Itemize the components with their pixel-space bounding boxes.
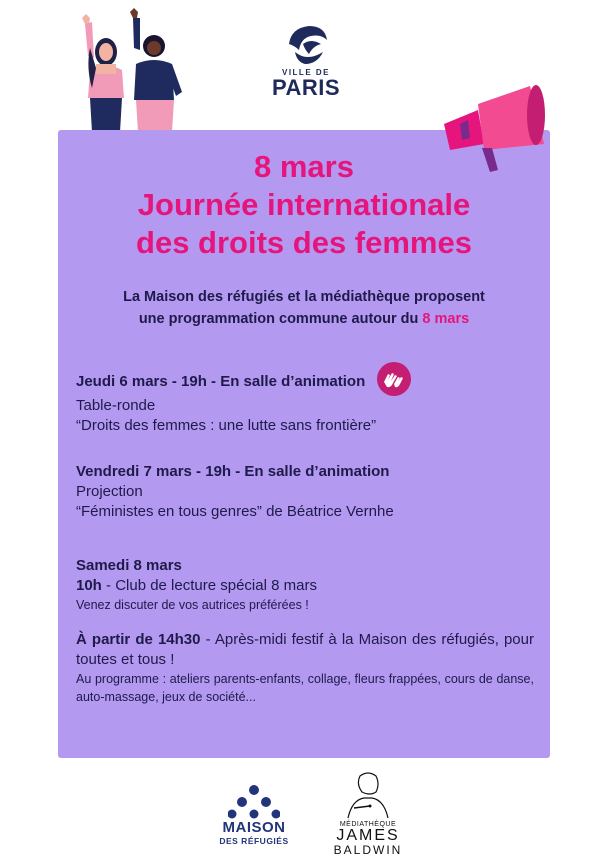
intro-line-2 bbox=[58, 308, 550, 330]
event-type: Projection bbox=[76, 483, 143, 500]
event-heading: Vendredi 7 mars - 19h - En salle d’animation bbox=[76, 463, 390, 480]
event-thursday bbox=[76, 368, 534, 436]
maison-name: MAISON bbox=[222, 819, 286, 836]
paris-logo bbox=[258, 22, 354, 112]
intro-line-2-prefix: une programmation commune autour du bbox=[138, 311, 423, 327]
mediatheque-label: MÉDIATHÈQUE bbox=[339, 821, 397, 828]
event-friday bbox=[76, 462, 534, 522]
saturday-afternoon bbox=[76, 630, 534, 670]
saturday-heading: Samedi 8 mars bbox=[76, 557, 182, 574]
headline-line-2: des droits des femmes bbox=[136, 225, 472, 260]
intro-highlight: 8 mars bbox=[422, 311, 470, 327]
headline-line-1: Journée internationale bbox=[137, 187, 471, 222]
event-heading-text: Jeudi 6 mars - 19h - En salle d’animation bbox=[76, 372, 366, 390]
saturday-morning-time: 10h bbox=[76, 577, 102, 594]
megaphone-icon bbox=[438, 84, 550, 178]
saturday-morning bbox=[76, 576, 534, 596]
maison-des-refugies-logo bbox=[204, 784, 304, 854]
saturday-afternoon-text: - Après-midi festif à la Maison des réfugiés, pour toutes et tous ! bbox=[76, 631, 534, 668]
baldwin-portrait-icon bbox=[340, 770, 396, 820]
event-heading bbox=[76, 368, 534, 396]
maison-sub: DES RÉFUGIÉS bbox=[219, 836, 289, 846]
intro-line-1: La Maison des réfugiés et la médiathèque proposent bbox=[123, 289, 485, 305]
mediatheque-james-baldwin-logo bbox=[324, 770, 412, 856]
event-title: “Droits des femmes : une lutte sans frontière” bbox=[76, 417, 377, 434]
intro-text bbox=[58, 286, 550, 330]
paris-ship-icon bbox=[281, 22, 331, 66]
event-title: “Féministes en tous genres” de Béatrice Vernhe bbox=[76, 503, 394, 520]
headline-date: 8 mars bbox=[254, 149, 354, 184]
saturday-afternoon-time: À partir de 14h30 bbox=[76, 631, 201, 648]
women-raised-fists-icon bbox=[68, 8, 188, 132]
saturday-program: Au programme : ateliers parents-enfants, collage, fleurs frappées, cours de danse, auto-massage, jeux de société... bbox=[76, 672, 534, 704]
saturday-morning-text: - Club de lecture spécial 8 mars bbox=[101, 577, 317, 594]
event-saturday-afternoon bbox=[76, 630, 534, 706]
event-card bbox=[58, 130, 550, 758]
event-type: Table-ronde bbox=[76, 397, 156, 414]
maison-dots-icon bbox=[228, 784, 280, 820]
mediatheque-first-name: JAMES bbox=[336, 827, 400, 844]
mediatheque-last-name: BALDWIN bbox=[333, 843, 403, 857]
saturday-morning-sub: Venez discuter de vos autrices préférées ! bbox=[76, 598, 309, 612]
event-saturday bbox=[76, 556, 534, 614]
paris-logo-name: PARIS bbox=[271, 75, 341, 100]
sign-language-icon bbox=[377, 362, 411, 396]
paris-logo-ville: VILLE DE bbox=[281, 68, 330, 77]
